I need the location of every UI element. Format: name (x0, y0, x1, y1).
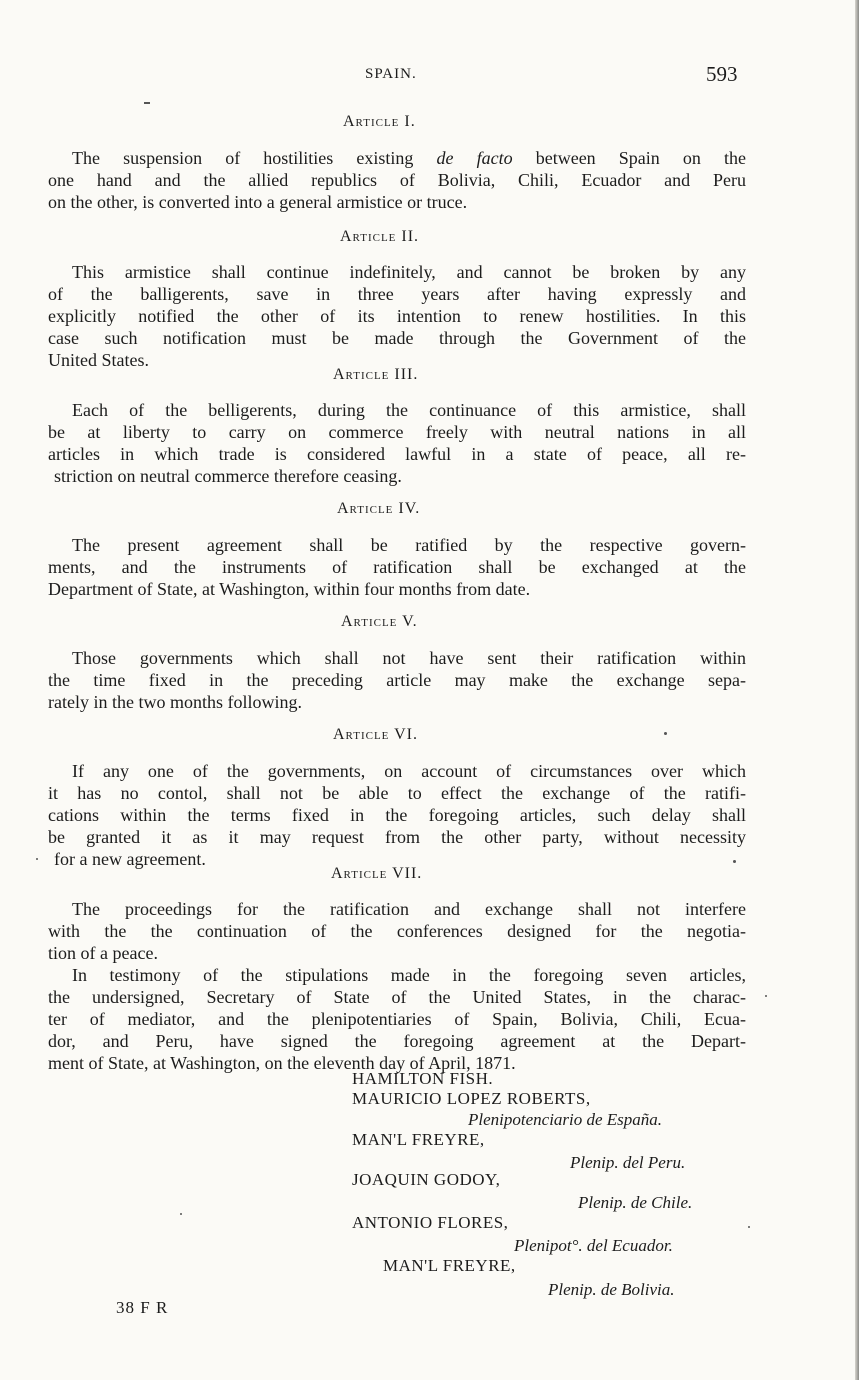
article-7-line-1: The proceedings for the ratification and exchange shall not interfere (72, 899, 746, 919)
article-heading-1: Article I. (343, 113, 416, 130)
article-5-line-1: Those governments which shall not have sent their ratification within (72, 648, 746, 668)
signatory-title-3: Plenip. del Peru. (570, 1153, 686, 1172)
article-heading-2: Article II. (340, 228, 420, 245)
article-3-line-2: be at liberty to carry on commerce freely with neutral nations in all (48, 422, 746, 442)
scan-speck (180, 1213, 182, 1215)
page-edge (855, 0, 859, 1380)
testimony-line-2: the undersigned, Secretary of State of the United States, in the charac- (48, 987, 746, 1007)
article-3-line-3: articles in which trade is considered lawful in a state of peace, all re- (48, 444, 746, 464)
article-1-line-3: on the other, is converted into a general armistice or truce. (48, 192, 468, 212)
article-6-line-4: be granted it as it may request from the other party, without necessity (48, 827, 746, 847)
scan-speck (765, 995, 767, 997)
article-heading-7: Article VII. (331, 865, 423, 882)
article-heading-4: Article IV. (337, 500, 421, 517)
article-1-line-1: The suspension of hostilities existing de facto between Spain on the (72, 148, 746, 168)
signatory-title-6: Plenip. de Bolivia. (548, 1280, 675, 1299)
article-5-line-2: the time fixed in the preceding article may make the exchange sepa- (48, 670, 746, 690)
article-6-line-5: for a new agreement. (54, 849, 206, 869)
signatory-title-5: Plenipot°. del Ecuador. (514, 1236, 673, 1255)
signatory-name-1: HAMILTON FISH. (352, 1069, 494, 1088)
article-heading-6: Article VI. (333, 726, 418, 743)
scan-speck (144, 102, 150, 104)
testimony-line-3: ter of mediator, and the plenipotentiaries of Spain, Bolivia, Chili, Ecua- (48, 1009, 746, 1029)
page-number: 593 (706, 62, 738, 86)
article-2-line-5: United States. (48, 350, 149, 370)
testimony-line-4: dor, and Peru, have signed the foregoing agreement at the Depart- (48, 1031, 746, 1051)
signatory-title-2: Plenipotenciario de España. (468, 1110, 663, 1129)
article-2-line-2: of the balligerents, save in three years after having expressly and (48, 284, 746, 304)
article-7-line-3: tion of a peace. (48, 943, 158, 963)
article-heading-5: Article V. (341, 613, 418, 630)
article-3-line-1: Each of the belligerents, during the continuance of this armistice, shall (72, 400, 746, 420)
article-4-line-1: The present agreement shall be ratified by the respective govern- (72, 535, 746, 555)
running-head: SPAIN. (365, 66, 417, 82)
article-3-line-4: striction on neutral commerce therefore ceasing. (54, 466, 402, 486)
article-2-line-1: This armistice shall continue indefinitely, and cannot be broken by any (72, 262, 746, 282)
signatory-name-4: JOAQUIN GODOY, (352, 1170, 501, 1189)
signatory-name-3: MAN'L FREYRE, (352, 1130, 485, 1149)
article-7-line-2: with the the continuation of the conferences designed for the negotia- (48, 921, 746, 941)
article-heading-3: Article III. (333, 366, 419, 383)
article-4-line-2: ments, and the instruments of ratification shall be exchanged at the (48, 557, 746, 577)
testimony-line-5: ment of State, at Washington, on the eleventh day of April, 1871. (48, 1053, 516, 1073)
scan-speck (748, 1226, 750, 1228)
scan-speck (664, 732, 667, 735)
scan-speck (733, 860, 736, 863)
signatory-name-2: MAURICIO LOPEZ ROBERTS, (352, 1089, 591, 1108)
printer-signature-mark: 38 F R (116, 1298, 169, 1317)
signatory-name-6: MAN'L FREYRE, (383, 1256, 516, 1275)
testimony-line-1: In testimony of the stipulations made in the foregoing seven articles, (72, 965, 746, 985)
article-4-line-3: Department of State, at Washington, within four months from date. (48, 579, 531, 599)
article-6-line-2: it has no contol, shall not be able to effect the exchange of the ratifi- (48, 783, 746, 803)
scan-speck (36, 858, 38, 860)
article-6-line-3: cations within the terms fixed in the foregoing articles, such delay shall (48, 805, 746, 825)
emphasis-de-facto: de facto (436, 148, 513, 168)
signatory-name-5: ANTONIO FLORES, (352, 1213, 509, 1232)
signatory-title-4: Plenip. de Chile. (578, 1193, 693, 1212)
article-6-line-1: If any one of the governments, on account of circumstances over which (72, 761, 746, 781)
article-2-line-4: case such notification must be made through the Government of the (48, 328, 746, 348)
article-5-line-3: rately in the two months following. (48, 692, 302, 712)
article-2-line-3: explicitly notified the other of its intention to renew hostilities. In this (48, 306, 746, 326)
article-1-line-2: one hand and the allied republics of Bolivia, Chili, Ecuador and Peru (48, 170, 746, 190)
